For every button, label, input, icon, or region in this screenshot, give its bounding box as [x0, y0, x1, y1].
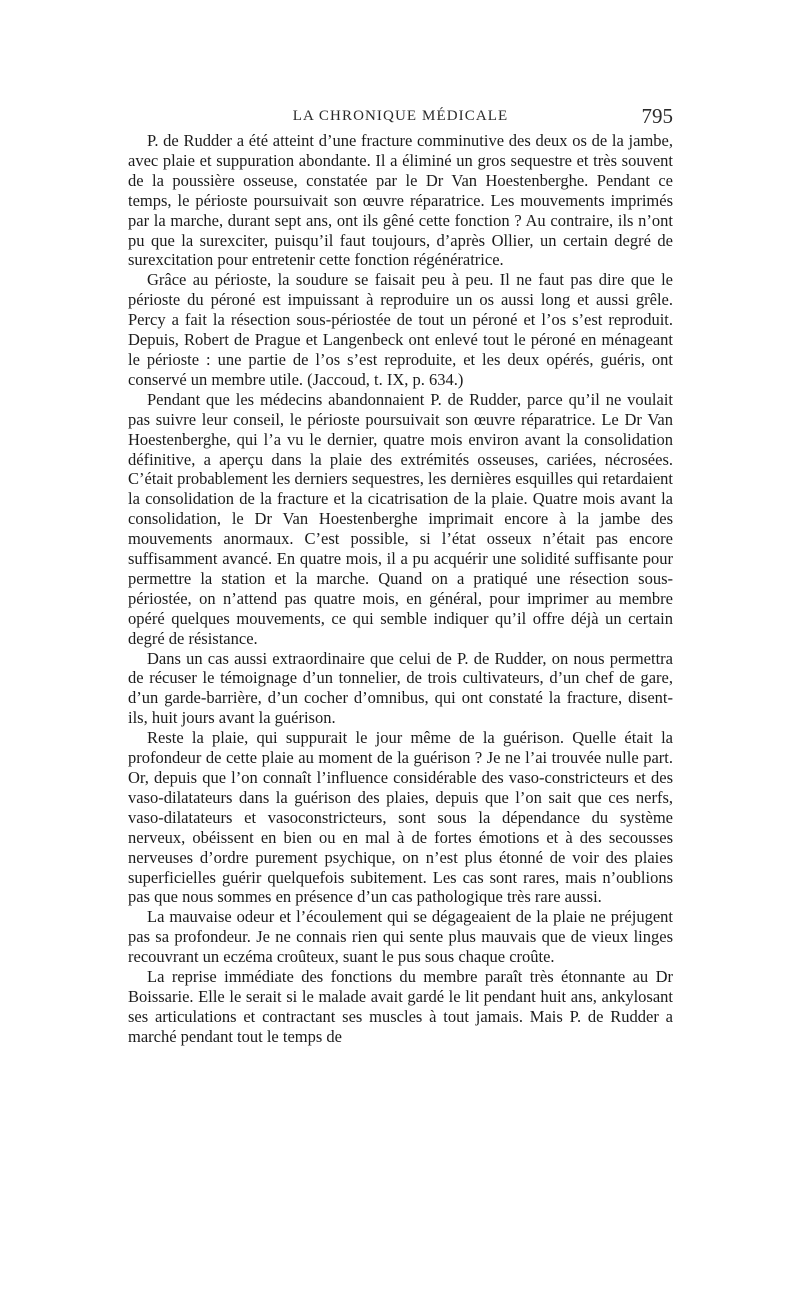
paragraph-7: La reprise immédiate des fonctions du membre paraît très étonnante au Dr Boissarie. Elle le serait si le malade avait gardé le lit pendant huit ans, ankylosant ses articulations et contractant ses muscles à tout jamais. Mais P. de Rudder a marché pendant tout le temps de: [128, 967, 673, 1046]
paragraph-4: Dans un cas aussi extraordinaire que celui de P. de Rudder, on nous permettra de récuser le témoignage d’un tonnelier, de trois cultivateurs, d’un chef de gare, d’un garde-barrière, d’un cocher d’omnibus, qui ont constaté la fracture, disent-ils, huit jours avant la guérison.: [128, 648, 673, 728]
page-number: 795: [641, 104, 673, 128]
paragraph-3: Pendant que les médecins abandonnaient P. de Rudder, parce qu’il ne voulait pas suivre leur conseil, le périoste poursuivait son œuvre réparatrice. Le Dr Van Hoestenberghe, qui l’a vu le dernier, quatre mois environ avant la consolidation définitive, a aperçu dans la plaie des extrémités osseuses, cariées, nécrosées. C’était probablement les derniers sequestres, les dernières esquilles qui retardaient la consolidation de la fracture et la cicatrisation de la plaie. Quatre mois avant la consolidation, le Dr Van Hoestenberghe imprimait encore à la jambe des mouvements anormaux. C’est possible, si l’état osseux n’était pas encore suffisamment avancé. En quatre mois, il a pu acquérir une solidité suffisante pour permettre la station et la marche. Quand on a pratiqué une résection sous-périostée, on n’attend pas quatre mois, en général, pour imprimer au membre opéré quelques mouvements, ce qui semble indiquer qu’il offre déjà un certain degré de résistance.: [128, 389, 673, 648]
body-text: [128, 131, 673, 1047]
paragraph-1: P. de Rudder a été atteint d’une fracture comminutive des deux os de la jambe, avec plaie et suppuration abondante. Il a éliminé un gros sequestre et très souvent de la poussière osseuse, constatée par le Dr Van Hoestenberghe. Pendant ce temps, le périoste poursuivait son œuvre réparatrice. Les mouvements imprimés par la marche, durant sept ans, ont ils gêné cette fonction ? Au contraire, ils n’ont pu que la surexciter, puisqu’il faut toujours, d’après Ollier, un certain degré de surexcitation pour entretenir cette fonction régénératrice.: [128, 131, 673, 270]
running-title: LA CHRONIQUE MÉDICALE: [292, 108, 509, 124]
paragraph-6: La mauvaise odeur et l’écoulement qui se dégageaient de la plaie ne préjugent pas sa profondeur. Je ne connais rien qui sente plus mauvais que de vieux linges recouvrant un eczéma croûteux, suant le pus sous chaque croûte.: [128, 907, 673, 967]
paragraph-5: Reste la plaie, qui suppurait le jour même de la guérison. Quelle était la profondeur de cette plaie au moment de la guérison ? Je ne l’ai trouvée nulle part. Or, depuis que l’on connaît l’influence considérable des vaso-constricteurs et des vaso-dilatateurs dans la guérison des plaies, depuis que l’on sait que ces nerfs, vaso-dilatateurs et vasoconstricteurs, sont sous la dépendance du système nerveux, obéissent en bien ou en mal à de fortes émotions et à des secousses nerveuses d’ordre purement psychique, on n’est plus étonné de voir des plaies superficielles guérir quelquefois subitement. Les cas sont rares, mais n’oublions pas que nous sommes en présence d’un cas pathologique très rare aussi.: [128, 728, 673, 907]
paragraph-2: Grâce au périoste, la soudure se faisait peu à peu. Il ne faut pas dire que le périoste du péroné est impuissant à reproduire un os aussi long et aussi grêle. Percy a fait la résection sous-périostée de tout un péroné et l’os s’est reproduit. Depuis, Robert de Prague et Langenbeck ont enlevé tout le péroné en ménageant le périoste : une partie de l’os s’est reproduite, et les deux opérés, guéris, ont conservé un membre utile. (Jaccoud, t. IX, p. 634.): [128, 270, 673, 389]
running-header: [128, 104, 673, 130]
